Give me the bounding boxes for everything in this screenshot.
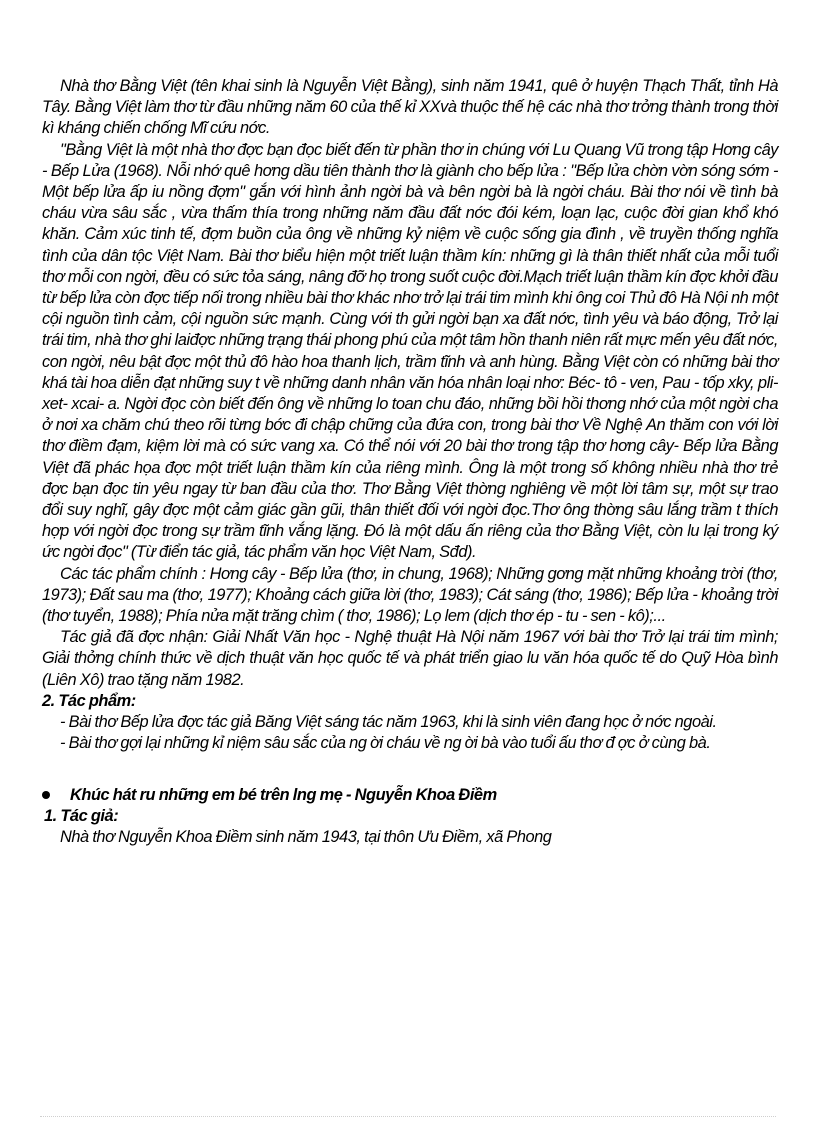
section-spacer bbox=[42, 755, 778, 785]
next-work-title: Khúc hát ru những em bé trên lng mẹ - Nguyễn Khoa Điềm bbox=[70, 785, 497, 804]
section-heading-author: 1. Tác giả: bbox=[44, 806, 119, 825]
section-heading-works: 2. Tác phẩm: bbox=[42, 691, 136, 710]
document-body bbox=[42, 76, 778, 848]
work-note-line: - Bài thơ Bếp lửa đợc tác giả Băng Việt sáng tác năm 1963, khi là sinh viên đang học ở nớc ngoài. bbox=[60, 713, 717, 732]
author-bio-line: Nhà thơ Nguyễn Khoa Điềm sinh năm 1943, tại thôn Ưu Điềm, xã Phong bbox=[60, 827, 552, 846]
awards-paragraph: Tác giả đã đợc nhận: Giải Nhất Văn học - Nghệ thuật Hà Nội năm 1967 với bài thơ Trở lại trái tim mình; Giải thởng chính thức về dịch thuật văn học quốc tế và phát triển giao lu văn hóa quốc tế do Quỹ Hòa bình (Liên Xô) trao tặng năm 1982. bbox=[42, 628, 778, 689]
work-note-line: - Bài thơ gợi lại những kỉ niệm sâu sắc của ng ời cháu về ng ời bà vào tuổi ấu thơ đ ợc ở cùng bà. bbox=[60, 734, 711, 753]
critique-quote-paragraph: "Bằng Việt là một nhà thơ đợc bạn đọc biết đến từ phần thơ in chúng với Lu Quang Vũ trong tập Hơng cây - Bếp Lửa (1968). Nỗi nhớ quê hơng dầu tiên thành thơ là giành cho bếp lửa : "Bếp lửa chờn vờn sóng sớm - Một bếp lửa ấp iu nồng đợm" gắn với hình ảnh ngời bà và bên ngời bà là ngời cháu. Bài thơ nói về tình bà cháu vừa sâu sắc , vừa thấm thía trong những năm đầu đất nớc đói kém, loạn lạc, cuộc đời gian khổ khó khăn. Cảm xúc tinh tế, đợm buồn của ông về những kỷ niệm về cuộc sống gia đình , về truyền thống nghĩa tình của dân tộc Việt Nam. Bài thơ biểu hiện một triết luận thầm kín: những gì là thân thiết nhất của mỗi tuổi thơ mỗi con ngời, đều có sức tỏa sáng, nâng đỡ họ trong suốt cuộc đời.Mạch triết luận thầm kín đợc khởi đầu từ bếp lửa còn đợc tiếp nối trong nhiều bài thơ khác nhơ trở lại trái tim mình khi ông coi Thủ đô Hà Nội nh một cội nguồn tình cảm, cội nguồn sức mạnh. Cùng với th gửi ngời bạn xa đất nớc, tình yêu và báo động, Trở lại trái tim, nhà thơ ghi laiđợc những trạng thái phong phú của một tâm hồn thanh niên rất mực mến yêu đất nớc, con ngời, nêu bật đợc một thủ đô hào hoa thanh lịch, trầm tĩnh và anh hùng. Bằng Việt còn có những bài thơ khá tài hoa diễn đạt những suy t về những danh nhân văn hóa nhân loại nhơ: Béc- tô - ven, Pau - tốp xky, pli- xet- xcai- a. Ngời đọc còn biết đến ông về những lo toan chu đáo, những bồi hồi thơng nhớ của một ngời cha ở nơi xa chăm chú theo rõi từng bớc đi chập chững của đứa con, trong bài thơ Về Nghệ An thăm con với lời thơ điềm đạm, kiệm lời mà có sức vang xa. Có thể nói với 20 bài thơ trong tập thơ hơng cây- Bếp lửa Bằng Việt đã phác họa đợc một triết luận thầm kín của riêng mình. Ông là một trong số không nhiều nhà thơ trẻ đợc bạn đọc tin yêu ngay từ ban đầu của thơ. Thơ Bằng Việt thờng nghiêng về một lời tâm sự, một sự trao đổi suy nghĩ, gây đợc một cảm giác gần gũi, thân thiết đối với ngời đọc.Thơ ông thờng sâu lắng trầm t thích hợp với ngời đọc trong sự trầm tĩnh vắng lặng. Đó là một dấu ấn riêng của thơ Bằng Việt, còn lu lại trong ký ức ngời đọc" (Từ điển tác giả, tác phẩm văn học Việt Nam, Sđd). bbox=[42, 140, 778, 562]
page-bottom-divider bbox=[40, 1116, 776, 1117]
next-work-bullet bbox=[42, 785, 778, 806]
main-works-paragraph: Các tác phẩm chính : Hơng cây - Bếp lửa (thơ, in chung, 1968); Những gơng mặt những khoảng trời (thơ, 1973); Đất sau ma (thơ, 1977); Khoảng cách giữa lời (thơ, 1983); Cát sáng (thơ, 1986); Bếp lửa - khoảng trời (thơ tuyển, 1988); Phía nửa mặt trăng chìm ( thơ, 1986); Lọ lem (dịch thơ ép - tu - sen - kô);... bbox=[42, 564, 778, 626]
bullet-icon bbox=[42, 791, 50, 799]
author-intro-paragraph: Nhà thơ Bằng Việt (tên khai sinh là Nguyễn Việt Bằng), sinh năm 1941, quê ở huyện Thạch Thất, tỉnh Hà Tây. Bằng Việt làm thơ từ đầu những năm 60 của thế kỉ XXvà thuộc thế hệ các nhà thơ trởng thành trong thời kì kháng chiến chống Mĩ cứu nớc. bbox=[42, 77, 778, 138]
